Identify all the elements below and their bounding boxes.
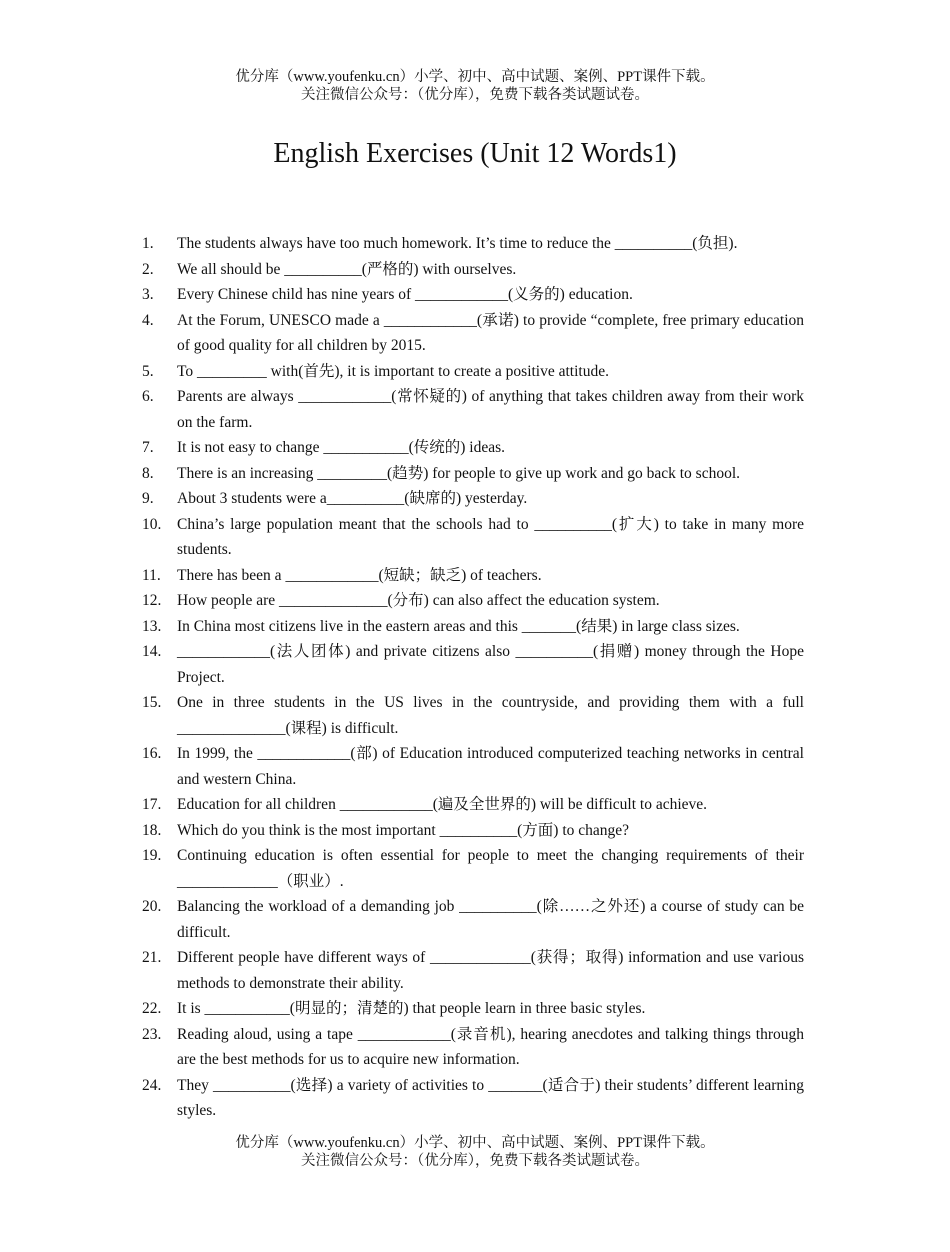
question-number: 16. — [142, 745, 162, 762]
question-text: There is an increasing _________(趋势) for people to give up work and go back to school. — [177, 464, 741, 482]
question-number: 15. — [142, 694, 162, 711]
question-text: Continuing education is often essential for people to meet the changing requirements of their _____________（职业）. — [177, 847, 804, 890]
header-line-1: 优分库（www.youfenku.cn）小学、初中、高中试题、案例、PPT课件下载。 — [235, 69, 715, 85]
footer-line-2: 关注微信公众号：（优分库），免费下载各类试题试卷。 — [301, 1153, 649, 1169]
question-number: 23. — [142, 1025, 162, 1043]
question-item — [142, 588, 804, 614]
question-text: The students always have too much homework. It’s time to reduce the __________(负担). — [177, 235, 738, 252]
question-number: 22. — [142, 1000, 162, 1017]
question-item — [142, 308, 804, 359]
page-header — [0, 68, 950, 104]
footer-line-1: 优分库（www.youfenku.cn）小学、初中、高中试题、案例、PPT课件下载。 — [235, 1135, 715, 1151]
question-item — [142, 563, 804, 589]
question-text: It is ___________(明显的；清楚的) that people learn in three basic styles. — [177, 1000, 646, 1017]
question-item — [142, 818, 804, 844]
question-text: Reading aloud, using a tape ____________(录音机), hearing anecdotes and talking things through are the best methods for us to acquire new information. — [177, 1025, 804, 1068]
question-number: 8. — [142, 464, 154, 482]
question-item — [142, 231, 804, 257]
question-item — [142, 486, 804, 512]
question-number: 13. — [142, 617, 162, 635]
question-item — [142, 894, 804, 945]
question-number: 5. — [142, 362, 154, 380]
page-title: English Exercises (Unit 12 Words1) — [273, 138, 677, 169]
question-item — [142, 384, 804, 435]
question-number: 9. — [142, 490, 154, 507]
question-number: 14. — [142, 643, 162, 660]
question-text: To _________ with(首先), it is important to create a positive attitude. — [177, 362, 609, 380]
question-number: 7. — [142, 439, 154, 456]
question-text: Different people have different ways of _____________(获得；取得) information and use various methods to demonstrate their ability. — [177, 949, 804, 992]
question-item — [142, 512, 804, 563]
question-number: 24. — [142, 1076, 162, 1094]
question-text: It is not easy to change ___________(传统的) ideas. — [177, 439, 506, 456]
question-text: They __________(选择) a variety of activities to _______(适合于) their students’ different learning styles. — [177, 1076, 804, 1119]
question-item — [142, 435, 804, 461]
question-text: In 1999, the ____________(部) of Education introduced computerized teaching networks in central and western China. — [177, 745, 804, 788]
page-footer — [0, 1134, 950, 1170]
question-item — [142, 282, 804, 308]
question-item — [142, 945, 804, 996]
question-number: 12. — [142, 592, 162, 609]
question-text: About 3 students were a__________(缺席的) yesterday. — [177, 490, 528, 507]
question-number: 18. — [142, 821, 162, 839]
question-number: 10. — [142, 515, 162, 533]
question-text: Which do you think is the most important __________(方面) to change? — [177, 821, 630, 839]
question-text: How people are ______________(分布) can also affect the education system. — [177, 592, 660, 609]
question-item — [142, 359, 804, 385]
question-item — [142, 1022, 804, 1073]
question-number: 21. — [142, 949, 162, 966]
question-list — [142, 231, 804, 1124]
question-item — [142, 741, 804, 792]
question-item — [142, 461, 804, 487]
question-item — [142, 257, 804, 283]
question-text: Balancing the workload of a demanding job __________(除……之外还) a course of study can be difficult. — [177, 898, 804, 941]
question-text: One in three students in the US lives in the countryside, and providing them with a full ______________(课程) is difficult. — [177, 694, 804, 737]
question-item — [142, 690, 804, 741]
question-text: Parents are always ____________(常怀疑的) of anything that takes children away from their work on the farm. — [177, 388, 804, 431]
question-number: 6. — [142, 388, 154, 405]
question-text: Education for all children ____________(遍及全世界的) will be difficult to achieve. — [177, 796, 708, 813]
question-text: Every Chinese child has nine years of ____________(义务的) education. — [177, 286, 633, 303]
question-item — [142, 996, 804, 1022]
question-number: 1. — [142, 235, 154, 252]
question-text: At the Forum, UNESCO made a ____________(承诺) to provide “complete, free primary education of good quality for all children by 2015. — [177, 311, 804, 354]
question-number: 4. — [142, 311, 154, 329]
question-text: ____________(法人团体) and private citizens also __________(捐赠) money through the Hope Project. — [177, 643, 804, 686]
question-number: 17. — [142, 796, 162, 813]
question-item — [142, 614, 804, 640]
question-number: 11. — [142, 566, 161, 584]
question-number: 19. — [142, 847, 162, 864]
question-item — [142, 639, 804, 690]
header-line-2: 关注微信公众号：（优分库），免费下载各类试题试卷。 — [301, 87, 649, 103]
question-number: 20. — [142, 898, 162, 915]
question-item — [142, 1073, 804, 1124]
question-text: We all should be __________(严格的) with ourselves. — [177, 260, 517, 278]
question-number: 2. — [142, 260, 154, 278]
question-number: 3. — [142, 286, 154, 303]
question-text: There has been a ____________(短缺；缺乏) of teachers. — [177, 566, 542, 584]
question-item — [142, 792, 804, 818]
question-text: China’s large population meant that the schools had to __________(扩大) to take in many more students. — [177, 515, 804, 558]
question-item — [142, 843, 804, 894]
question-text: In China most citizens live in the eastern areas and this _______(结果) in large class sizes. — [177, 617, 740, 635]
